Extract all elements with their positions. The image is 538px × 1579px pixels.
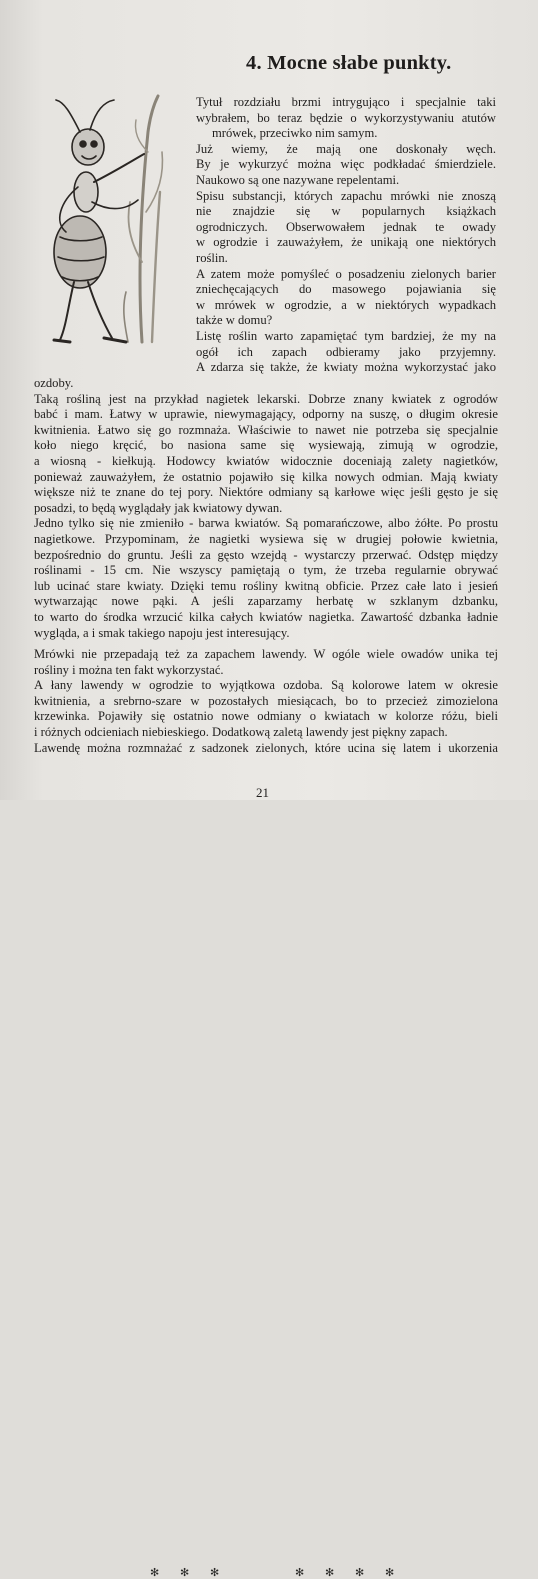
text-line: w mrówek w ogrodzie, a w niektórych wypadkach [196, 297, 496, 312]
text-line: Już wiemy, że mają one doskonały węch. [196, 141, 496, 156]
text-line: rośliny i można ten fakt wykorzystać. [34, 662, 224, 677]
text-line: wytwarzając nowe pąki. A jeśli zaparzamy herbatę w szklanym dzbanku, [34, 594, 498, 609]
ant-illustration [30, 92, 180, 347]
ant-icon: ✻ [295, 1567, 305, 1579]
side-text-column [196, 95, 496, 376]
text-line: A łany lawendy w ogrodzie to wyjątkowa ozdoba. Są kolorowe latem w okresie [34, 678, 498, 693]
text-line: to warto do środka wrzucić kilka całych kwiatów nagietka. Zawartość dzbanka ładnie [34, 609, 498, 624]
ant-icon: ✻ [385, 1567, 395, 1579]
text-line: ozdoby. [34, 376, 74, 390]
text-line: Naukowo są one nazywane repelentami. [196, 172, 400, 187]
text-line: Lawendę można rozmnażać z sadzonek zielonych, które ucina się latem i ukorzenia [34, 740, 498, 755]
text-line: Tytuł rozdziału brzmi intrygująco i specjalnie taki [196, 95, 496, 109]
text-line: posadzi, to będą wyglądały jak kwiatowy dywan. [34, 500, 283, 515]
text-line: ogół ich zapach odbieramy jako przyjemny. [196, 344, 496, 359]
ant-icon: ✻ [210, 1567, 220, 1579]
text-line: roślin. [196, 250, 228, 265]
text-line: także w domu? [196, 313, 273, 328]
text-line: lub ucinać stare kwiaty. Dzięki temu rośliny kwitną obficie. Przez całe lato i jesień [34, 578, 498, 593]
text-line: A zatem może pomyśleć o posadzeniu zielonych barier [196, 266, 496, 281]
text-line: zniechęcających do masowego pojawiania się [196, 282, 496, 297]
text-line: roślinami - 15 cm. Nie wszyscy pamiętają o tym, że trzeba regularnie obrywać [34, 563, 498, 578]
text-line: ponieważ zauważyłem, że ostatnio pojawiło się kilka nowych odmian. Mają kwiaty [34, 469, 498, 484]
text-line: Mrówki nie przepadają też za zapachem lawendy. W ogóle wiele owadów unika tej [34, 647, 498, 661]
text-line: większe niż te znane do tej pory. Niektóre odmiany są karłowe więc jeśli gęsto je się [34, 485, 498, 500]
text-line: kwitnienia. Łatwo się go rozmnaża. Właściwie to nawet nie potrzeba się specjalnie [34, 422, 498, 437]
page-number: 21 [256, 785, 269, 800]
main-text-block-nagietek [34, 376, 498, 641]
text-line: wybrałem, bo teraz będzie o wykorzystywaniu atutów [196, 110, 496, 125]
text-line: w ogrodzie i zauważyłem, że unikają one niektórych [196, 235, 496, 250]
text-line: nagietkowe. Przypominam, że nagietki wysiewa się w drugiej połowie kwietnia, [34, 531, 498, 546]
ant-icon: ✻ [355, 1567, 365, 1579]
main-text-block-lawenda [34, 647, 498, 756]
text-line: koło niego kręcić, bo nasiona same się wysiewają, zimują w ogrodzie, [34, 438, 498, 453]
text-line: bezpośrednio do gruntu. Jeśli za gęsto wzejdą - wystarczy przerwać. Odstęp między [34, 547, 498, 562]
chapter-title: 4. Mocne słabe punkty. [246, 52, 452, 74]
text-line: Spisu substancji, których zapachu mrówki nie znoszą [196, 188, 496, 203]
text-line: a wiosną - kiełkują. Hodowcy kwiatów widocznie doceniają zalety nagietków, [34, 453, 498, 468]
text-line: mrówek, przeciwko nim samym. [212, 126, 378, 141]
text-line: Taką rośliną jest na przykład nagietek lekarski. Dobrze znany kwiatek z ogrodów [34, 391, 498, 406]
text-line: By je wykurzyć można więc podkładać śmierdziele. [196, 157, 496, 172]
text-line: krzewinka. Pojawiły się ostatnio nowe odmiany o kwiatach w kolorze różu, bieli [34, 709, 498, 724]
ant-icon: ✻ [180, 1567, 190, 1579]
ant-icon: ✻ [325, 1567, 335, 1579]
text-line: Listę roślin warto zapamiętać tym bardziej, że my na [196, 328, 496, 343]
text-line: kwitnienia, a srebrno-szare w pozostałych miesiącach, bo to przecież zimozielona [34, 693, 498, 708]
ant-icon: ✻ [150, 1567, 160, 1579]
text-line: A zdarza się także, że kwiaty można wykorzystać jako [196, 360, 496, 375]
text-line: babć i mam. Łatwy w uprawie, niewymagający, odporny na suszę, o długim okresie [34, 407, 498, 422]
text-line: nie znajdzie się w popularnych książkach [196, 204, 496, 219]
text-line: ogrodniczych. Obserwowałem jednak te owady [196, 219, 496, 234]
footer-ant-border [0, 780, 538, 1579]
text-line: Jedno tylko się nie zmieniło - barwa kwiatów. Są pomarańczowe, albo żółte. Po prostu [34, 516, 498, 531]
text-line: i różnych odcieniach niebieskiego. Dodatkową zaletą lawendy jest piękny zapach. [34, 724, 448, 739]
text-line: wygląda, a i smak takiego napoju jest interesujący. [34, 625, 290, 640]
